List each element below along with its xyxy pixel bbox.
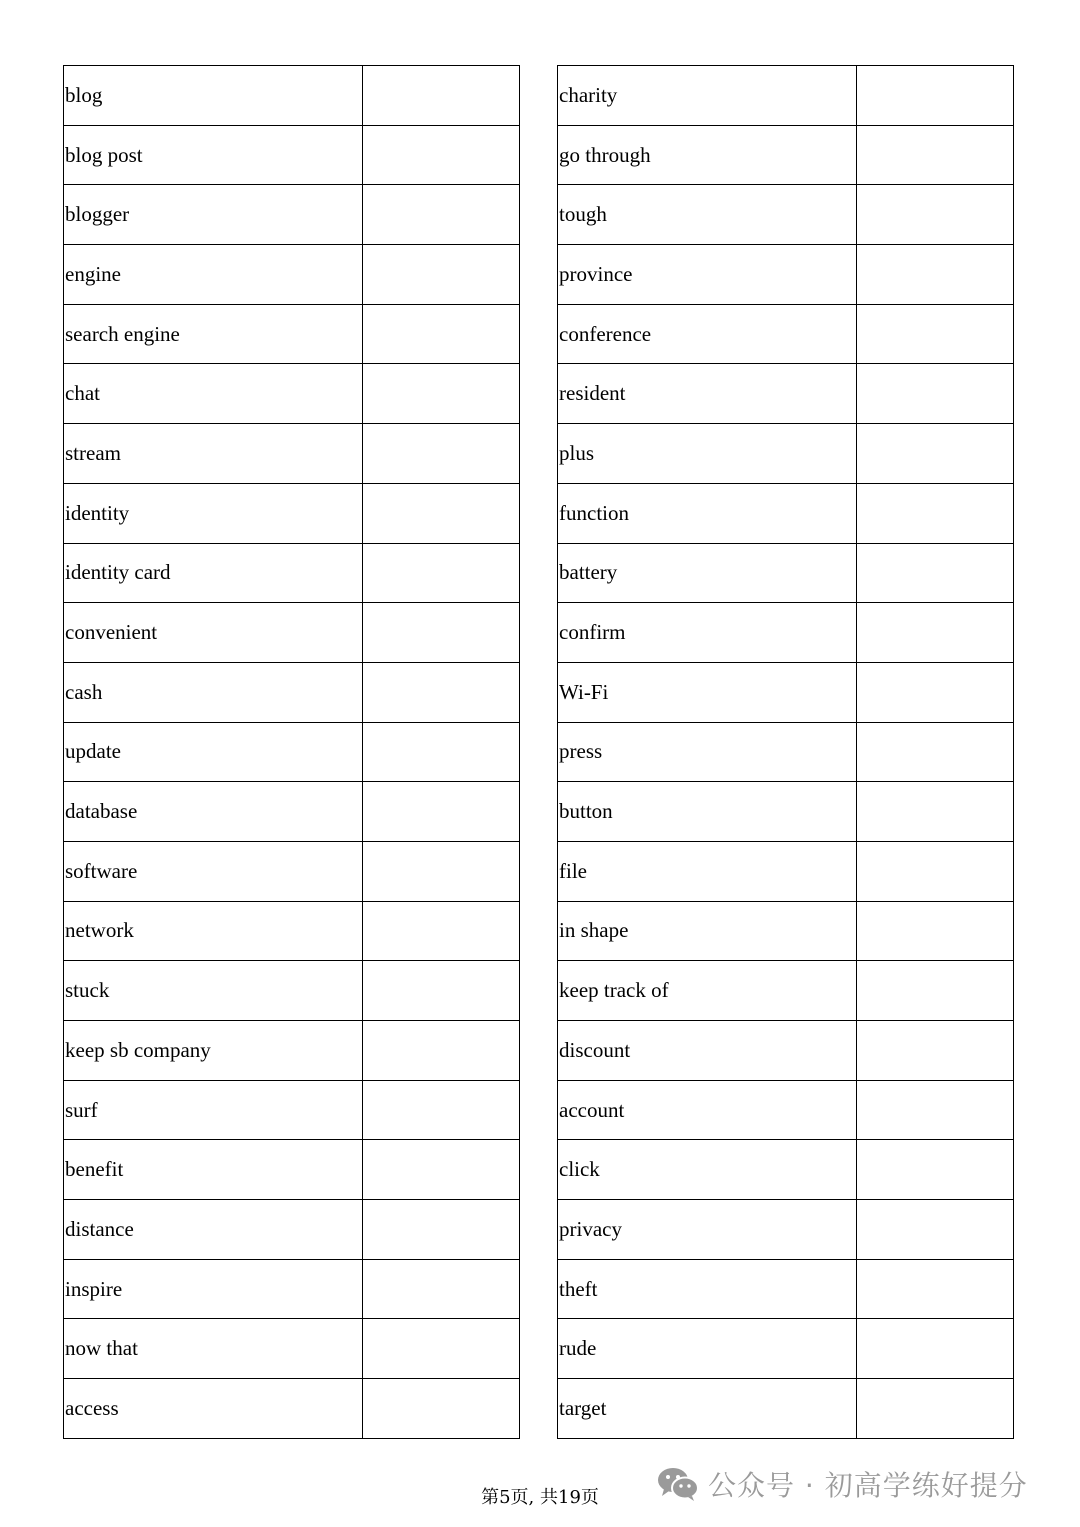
word-cell: blogger [64, 185, 363, 245]
answer-cell [363, 304, 520, 364]
answer-cell [363, 1080, 520, 1140]
word-cell: function [558, 483, 857, 543]
answer-cell [857, 603, 1014, 663]
answer-cell [857, 185, 1014, 245]
answer-cell [857, 483, 1014, 543]
answer-cell [857, 722, 1014, 782]
table-row [64, 245, 520, 305]
watermark-text: 公众号 · 初高学练好提分 [708, 1469, 1028, 1502]
word-cell: keep sb company [64, 1021, 363, 1081]
watermark [656, 1464, 1028, 1504]
table-row [558, 662, 1014, 722]
word-cell: now that [64, 1319, 363, 1379]
table-row [64, 1200, 520, 1260]
table-row [558, 1021, 1014, 1081]
table-row [558, 782, 1014, 842]
word-cell: database [64, 782, 363, 842]
word-cell: identity [64, 483, 363, 543]
page-number: 第5页, 共19页 [481, 1487, 599, 1508]
vocab-table-right-body [558, 66, 1014, 1439]
word-cell: search engine [64, 304, 363, 364]
table-row [558, 722, 1014, 782]
vocab-table-right [557, 65, 1014, 1439]
answer-cell [363, 364, 520, 424]
table-row [64, 125, 520, 185]
word-cell: update [64, 722, 363, 782]
answer-cell [857, 961, 1014, 1021]
word-cell: cash [64, 662, 363, 722]
answer-cell [857, 1379, 1014, 1439]
answer-cell [857, 364, 1014, 424]
table-row [64, 603, 520, 663]
answer-cell [857, 125, 1014, 185]
word-cell: resident [558, 364, 857, 424]
word-cell: surf [64, 1080, 363, 1140]
answer-cell [363, 185, 520, 245]
answer-cell [857, 901, 1014, 961]
word-cell: confirm [558, 603, 857, 663]
answer-cell [857, 245, 1014, 305]
table-row [558, 1080, 1014, 1140]
table-row [64, 841, 520, 901]
word-cell: account [558, 1080, 857, 1140]
answer-cell [857, 543, 1014, 603]
word-cell: press [558, 722, 857, 782]
answer-cell [363, 961, 520, 1021]
answer-cell [857, 1200, 1014, 1260]
table-row [558, 1319, 1014, 1379]
word-cell: rude [558, 1319, 857, 1379]
table-row [64, 782, 520, 842]
word-cell: software [64, 841, 363, 901]
table-row [64, 1259, 520, 1319]
table-row [558, 901, 1014, 961]
answer-cell [363, 245, 520, 305]
word-cell: province [558, 245, 857, 305]
table-row [64, 1021, 520, 1081]
table-row [64, 424, 520, 484]
word-cell: distance [64, 1200, 363, 1260]
word-cell: inspire [64, 1259, 363, 1319]
vocab-table-left [63, 65, 520, 1439]
word-cell: charity [558, 66, 857, 126]
table-row [558, 424, 1014, 484]
word-cell: engine [64, 245, 363, 305]
answer-cell [363, 1379, 520, 1439]
table-row [558, 245, 1014, 305]
answer-cell [363, 543, 520, 603]
table-row [64, 662, 520, 722]
word-cell: tough [558, 185, 857, 245]
word-cell: go through [558, 125, 857, 185]
table-row [558, 961, 1014, 1021]
answer-cell [363, 483, 520, 543]
table-row [64, 722, 520, 782]
table-row [558, 483, 1014, 543]
word-cell: battery [558, 543, 857, 603]
word-cell: keep track of [558, 961, 857, 1021]
word-cell: identity card [64, 543, 363, 603]
table-row [558, 1259, 1014, 1319]
word-cell: benefit [64, 1140, 363, 1200]
word-cell: in shape [558, 901, 857, 961]
answer-cell [857, 424, 1014, 484]
word-cell: file [558, 841, 857, 901]
word-cell: access [64, 1379, 363, 1439]
table-row [558, 125, 1014, 185]
word-cell: chat [64, 364, 363, 424]
table-row [558, 1200, 1014, 1260]
table-row [64, 543, 520, 603]
table-row [64, 961, 520, 1021]
answer-cell [363, 782, 520, 842]
answer-cell [857, 66, 1014, 126]
table-row [64, 1319, 520, 1379]
word-cell: theft [558, 1259, 857, 1319]
answer-cell [363, 662, 520, 722]
table-row [64, 304, 520, 364]
wechat-icon [656, 1466, 700, 1502]
table-row [558, 543, 1014, 603]
word-cell: stream [64, 424, 363, 484]
table-row [558, 66, 1014, 126]
table-row [558, 185, 1014, 245]
answer-cell [857, 841, 1014, 901]
answer-cell [857, 1021, 1014, 1081]
table-row [64, 1080, 520, 1140]
answer-cell [363, 424, 520, 484]
table-row [64, 185, 520, 245]
answer-cell [363, 1021, 520, 1081]
answer-cell [857, 1319, 1014, 1379]
answer-cell [363, 1259, 520, 1319]
answer-cell [363, 1200, 520, 1260]
answer-cell [363, 1140, 520, 1200]
word-cell: stuck [64, 961, 363, 1021]
answer-cell [363, 1319, 520, 1379]
answer-cell [857, 1259, 1014, 1319]
answer-cell [363, 722, 520, 782]
table-row [64, 901, 520, 961]
answer-cell [363, 841, 520, 901]
word-cell: button [558, 782, 857, 842]
table-row [558, 1140, 1014, 1200]
vocab-table-left-body [64, 66, 520, 1439]
table-row [64, 364, 520, 424]
answer-cell [857, 1140, 1014, 1200]
answer-cell [857, 1080, 1014, 1140]
word-cell: network [64, 901, 363, 961]
word-cell: privacy [558, 1200, 857, 1260]
answer-cell [363, 901, 520, 961]
table-row [558, 364, 1014, 424]
answer-cell [857, 662, 1014, 722]
word-cell: click [558, 1140, 857, 1200]
table-row [558, 841, 1014, 901]
word-cell: target [558, 1379, 857, 1439]
answer-cell [363, 125, 520, 185]
answer-cell [857, 304, 1014, 364]
table-row [64, 1140, 520, 1200]
table-row [64, 66, 520, 126]
word-cell: blog post [64, 125, 363, 185]
table-row [558, 603, 1014, 663]
word-cell: plus [558, 424, 857, 484]
word-cell: Wi-Fi [558, 662, 857, 722]
table-row [64, 1379, 520, 1439]
table-row [64, 483, 520, 543]
word-cell: discount [558, 1021, 857, 1081]
table-row [558, 1379, 1014, 1439]
word-cell: convenient [64, 603, 363, 663]
word-cell: conference [558, 304, 857, 364]
table-row [558, 304, 1014, 364]
answer-cell [363, 66, 520, 126]
answer-cell [363, 603, 520, 663]
word-cell: blog [64, 66, 363, 126]
answer-cell [857, 782, 1014, 842]
